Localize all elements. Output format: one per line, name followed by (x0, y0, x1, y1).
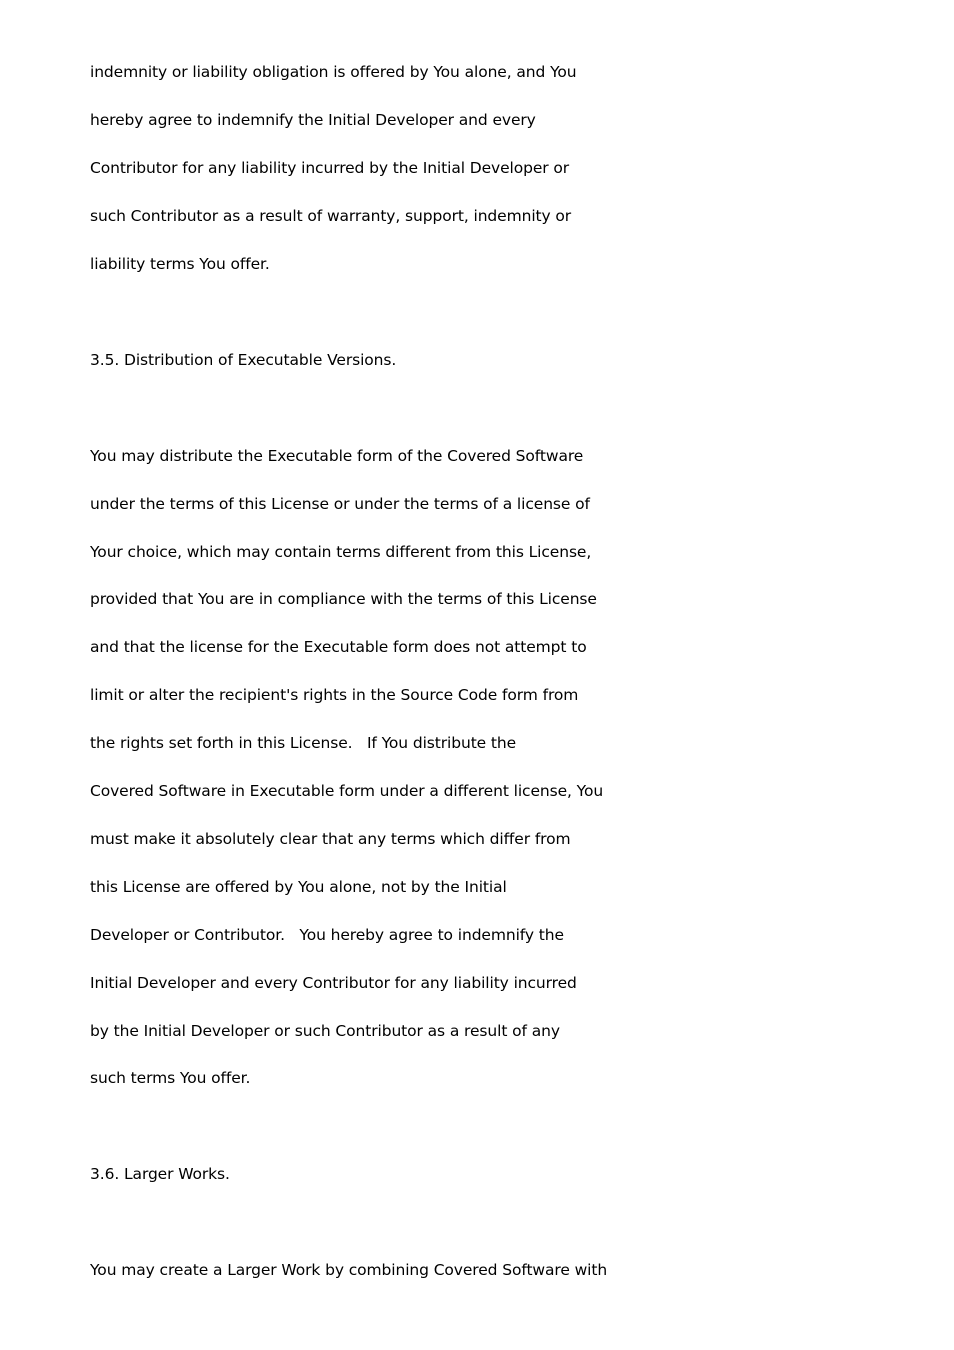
text-line: Developer or Contributor. You hereby agree to indemnify the (90, 926, 564, 944)
text-line: and that the license for the Executable form does not attempt to (90, 638, 587, 656)
text-line: hereby agree to indemnify the Initial Developer and every (90, 111, 536, 129)
text-line: such Contributor as a result of warranty, support, indemnity or (90, 207, 572, 225)
text-line: by the Initial Developer or such Contributor as a result of any (90, 1022, 560, 1040)
text-line: provided that You are in compliance with the terms of this License (90, 590, 597, 608)
section-heading: 3.6. Larger Works. (90, 1165, 230, 1183)
text-line: Your choice, which may contain terms different from this License, (90, 543, 592, 561)
section-heading: 3.5. Distribution of Executable Versions. (90, 351, 397, 369)
text-line: Covered Software in Executable form under a different license, You (90, 782, 604, 800)
text-line: such terms You offer. (90, 1069, 251, 1087)
text-line: You may create a Larger Work by combining Covered Software with (90, 1261, 608, 1279)
text-line: this License are offered by You alone, not by the Initial (90, 878, 507, 896)
text-line: liability terms You offer. (90, 255, 270, 273)
text-line: Initial Developer and every Contributor for any liability incurred (90, 974, 577, 992)
text-line: indemnity or liability obligation is offered by You alone, and You (90, 63, 577, 81)
text-line: the rights set forth in this License. If You distribute the (90, 734, 517, 752)
text-line: under the terms of this License or under the terms of a license of (90, 495, 590, 513)
text-line: Contributor for any liability incurred by the Initial Developer or (90, 159, 570, 177)
text-line: must make it absolutely clear that any terms which differ from (90, 830, 571, 848)
text-line: You may distribute the Executable form of the Covered Software (90, 447, 584, 465)
text-line: limit or alter the recipient's rights in the Source Code form from (90, 686, 579, 704)
